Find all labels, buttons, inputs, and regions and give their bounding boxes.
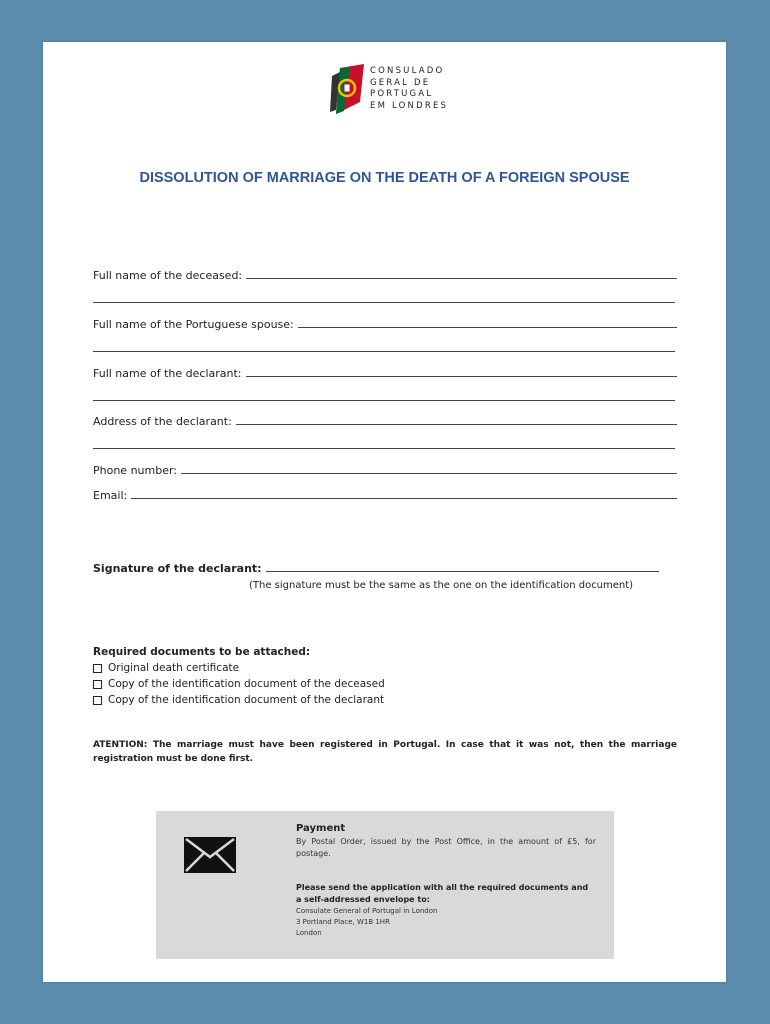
field-label: Address of the declarant: xyxy=(93,415,232,428)
document-label: Original death certificate xyxy=(108,662,240,674)
logo-line: GERAL DE xyxy=(370,77,431,88)
logo-line: EM LONDRES xyxy=(370,100,449,111)
checkbox-icon[interactable] xyxy=(93,680,102,689)
payment-title: Payment xyxy=(296,823,346,834)
logo-line: CONSULADO xyxy=(370,66,445,76)
field-underline xyxy=(131,498,677,499)
payment-box xyxy=(156,811,614,959)
payment-description: By Postal Order, issued by the Post Office, in the amount of £5, for postage. xyxy=(296,837,596,858)
field-underline xyxy=(236,424,677,425)
form-page xyxy=(43,42,726,982)
checkbox-icon[interactable] xyxy=(93,696,102,705)
document-checkbox-item[interactable] xyxy=(93,692,385,708)
signature-note: (The signature must be the same as the one on the identification document) xyxy=(249,580,634,591)
signature-field[interactable] xyxy=(93,559,659,575)
declarant-name-field[interactable] xyxy=(93,364,677,380)
envelope-icon xyxy=(184,837,236,873)
field-underline xyxy=(298,327,677,328)
logo-line: PORTUGAL xyxy=(370,89,434,99)
send-instructions: Please send the application with all the required documents and a self-addressed envelope to: xyxy=(296,883,589,904)
declarant-name-continuation[interactable] xyxy=(93,400,675,401)
email-field[interactable] xyxy=(93,486,677,502)
field-underline xyxy=(181,473,677,474)
portugal-coat-of-arms-icon xyxy=(330,64,366,114)
address-line: Consulate General of Portugal in London xyxy=(296,907,438,915)
field-underline xyxy=(266,571,659,572)
attention-notice: ATENTION: The marriage must have been registered in Portugal. In case that it was not, then the marriage registration must be done first. xyxy=(93,740,677,764)
field-label: Full name of the declarant: xyxy=(93,367,242,380)
spouse-name-field[interactable] xyxy=(93,315,677,331)
consulate-logo xyxy=(330,64,460,118)
field-label: Full name of the deceased: xyxy=(93,269,243,282)
declarant-address-continuation[interactable] xyxy=(93,448,675,449)
payment-text xyxy=(296,823,596,939)
document-checkbox-item[interactable] xyxy=(93,660,385,676)
field-label: Email: xyxy=(93,489,128,502)
checkbox-icon[interactable] xyxy=(93,664,102,673)
required-documents xyxy=(93,646,385,708)
deceased-name-continuation[interactable] xyxy=(93,302,675,303)
spouse-name-continuation[interactable] xyxy=(93,351,675,352)
address-line: 3 Portland Place, W1B 1HR xyxy=(296,918,390,926)
document-checkbox-item[interactable] xyxy=(93,676,385,692)
required-documents-heading: Required documents to be attached: xyxy=(93,646,311,658)
field-underline xyxy=(246,278,677,279)
document-label: Copy of the identification document of the deceased xyxy=(108,678,385,690)
document-label: Copy of the identification document of the declarant xyxy=(108,694,385,706)
deceased-name-field[interactable] xyxy=(93,266,677,282)
field-label: Full name of the Portuguese spouse: xyxy=(93,318,294,331)
declarant-address-field[interactable] xyxy=(93,412,677,428)
field-label: Signature of the declarant: xyxy=(93,562,262,575)
consulate-name xyxy=(370,66,448,112)
address-line: London xyxy=(296,929,322,937)
field-label: Phone number: xyxy=(93,464,178,477)
field-underline xyxy=(246,376,678,377)
phone-number-field[interactable] xyxy=(93,461,677,477)
page-title: DISSOLUTION OF MARRIAGE ON THE DEATH OF A FOREIGN SPOUSE xyxy=(139,170,630,186)
